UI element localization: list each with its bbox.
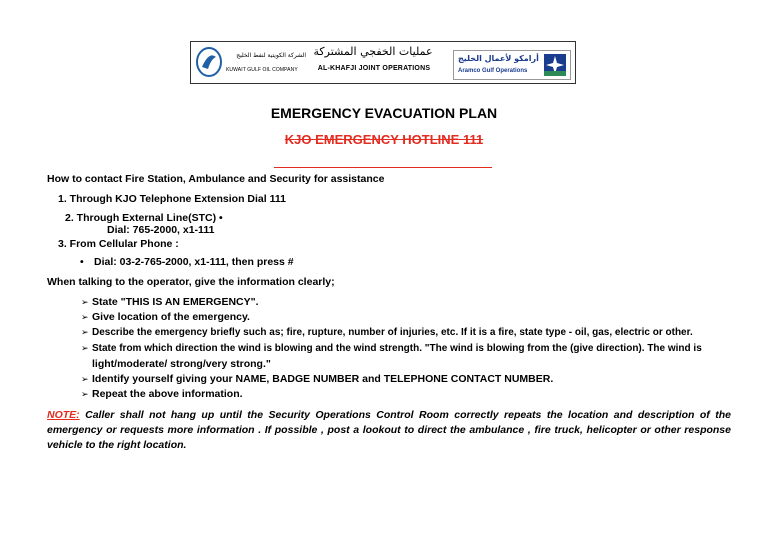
arrow-bullet-icon: ➢	[81, 297, 89, 307]
instruction-item	[81, 296, 259, 308]
arrow-bullet-icon: ➢	[81, 343, 89, 353]
instruction-text: State from which direction the wind is blowing and the wind strength. "The wind is blowing from the (give direction). The wind is	[92, 343, 702, 354]
instruction-item	[81, 343, 702, 354]
caller-note	[47, 408, 731, 453]
aramco-english-name: Aramco Gulf Operations	[458, 68, 528, 74]
bullet-icon: •	[80, 256, 84, 268]
instruction-text: Give location of the emergency.	[92, 311, 250, 323]
aramco-star-logo-icon	[544, 54, 566, 76]
instruction-text: Repeat the above information.	[92, 388, 243, 400]
kgoc-arabic-name: الشركة الكويتية لنفط الخليج	[236, 52, 306, 59]
aramco-logo-block	[453, 50, 571, 80]
contact-method-3-dial: Dial: 03-2-765-2000, x1-111, then press #	[94, 256, 294, 268]
contact-method-1: 1. Through KJO Telephone Extension Dial 111	[58, 193, 286, 205]
contact-method-3: 3. From Cellular Phone :	[58, 238, 179, 250]
red-divider	[274, 167, 492, 168]
emergency-hotline: KJO EMERGENCY HOTLINE 111	[284, 132, 484, 147]
instruction-continuation: light/moderate/ strong/very strong."	[92, 358, 271, 370]
operator-intro: When talking to the operator, give the information clearly;	[47, 276, 335, 288]
instruction-item	[81, 327, 693, 338]
kgoc-logo-icon	[196, 47, 222, 77]
header-logo-banner	[190, 41, 576, 84]
contact-method-2-dial: Dial: 765-2000, x1-111	[107, 224, 215, 236]
instruction-text: Describe the emergency briefly such as; fire, rupture, number of injuries, etc. If it is a fire, state type - oil, gas, electric or other.	[92, 327, 693, 338]
note-text: Caller shall not hang up until the Security Operations Control Room correctly repeats the location and description of the emergency or requests more information . If possible , post a lookout to direct the ambulance , fire truck, helicopter or other response vehicle to the right location.	[47, 409, 731, 451]
contact-intro: How to contact Fire Station, Ambulance and Security for assistance	[47, 173, 385, 185]
arrow-bullet-icon: ➢	[81, 312, 89, 322]
kjo-english-name: AL-KHAFJI JOINT OPERATIONS	[317, 65, 431, 72]
instruction-item	[81, 311, 250, 323]
instruction-text: Identify yourself giving your NAME, BADGE NUMBER and TELEPHONE CONTACT NUMBER.	[92, 373, 554, 385]
kgoc-english-name: KUWAIT GULF OIL COMPANY	[226, 67, 298, 73]
arrow-bullet-icon: ➢	[81, 374, 89, 384]
arrow-bullet-icon: ➢	[81, 389, 89, 399]
page-title: EMERGENCY EVACUATION PLAN	[270, 105, 498, 121]
instruction-item	[81, 388, 243, 400]
instruction-text: State "THIS IS AN EMERGENCY".	[92, 296, 259, 308]
kjo-arabic-name: عمليات الخفجي المشتركة	[313, 45, 433, 58]
instruction-item	[81, 373, 553, 385]
arrow-bullet-icon: ➢	[81, 327, 89, 337]
note-label: NOTE:	[47, 409, 80, 421]
contact-method-2: 2. Through External Line(STC) •	[65, 212, 223, 224]
aramco-arabic-name: أرامكو لأعمال الخليج	[458, 54, 539, 63]
